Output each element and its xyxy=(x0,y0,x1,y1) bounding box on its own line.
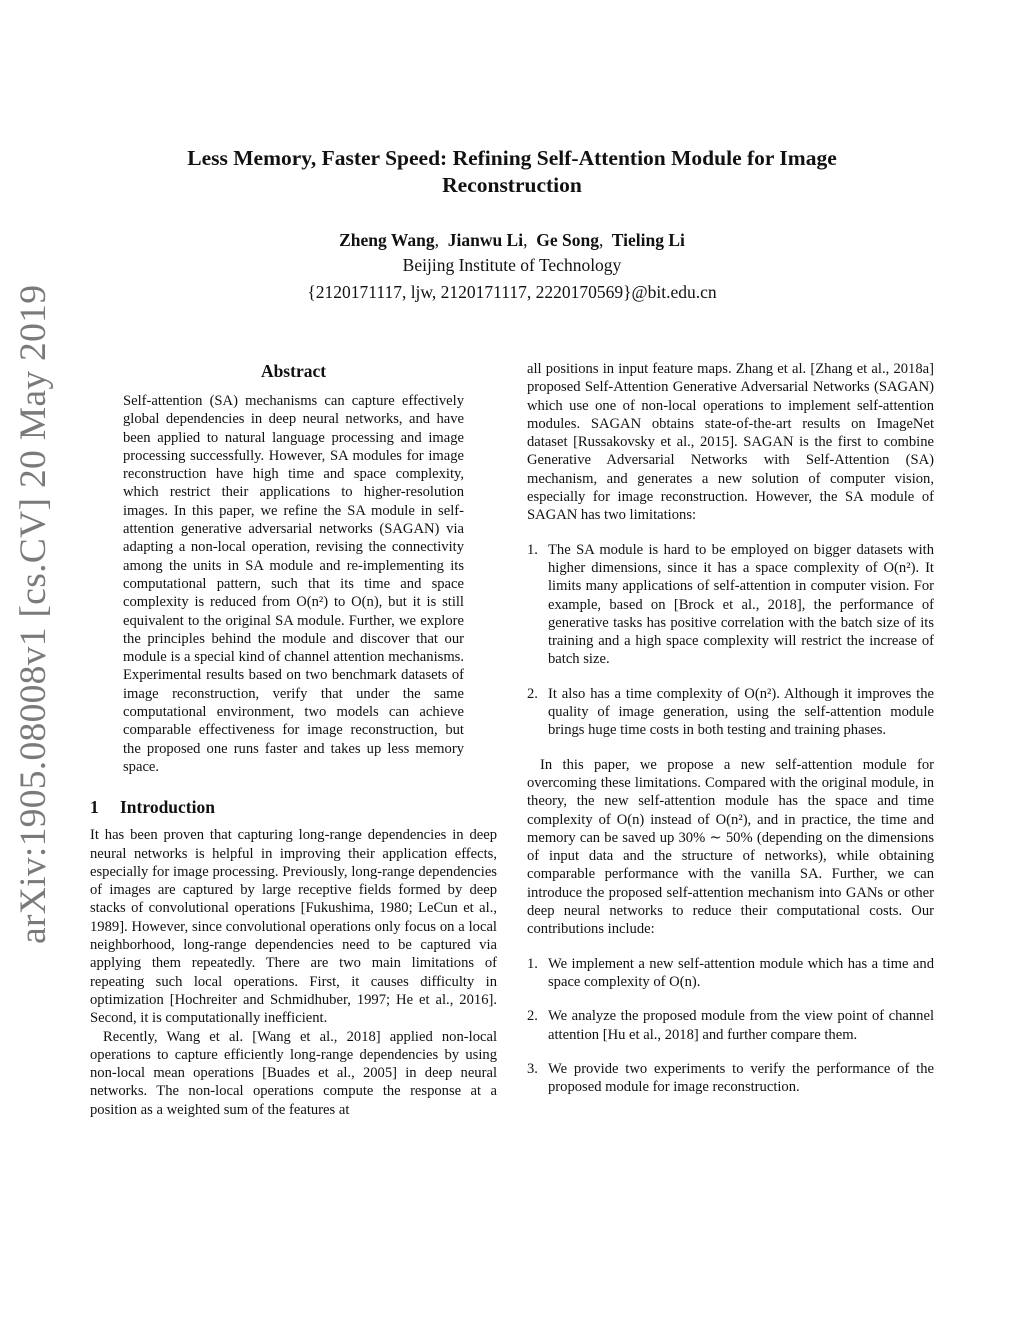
list-marker: 1. xyxy=(527,955,538,972)
author-name: Ge Song xyxy=(536,230,599,250)
paper-title: Less Memory, Faster Speed: Refining Self-Attention Module for Image Reconstruction xyxy=(187,146,837,197)
list-item-text: We provide two experiments to verify the performance of the proposed module for image reconstruction. xyxy=(548,1060,934,1096)
list-item-text: It also has a time complexity of O(n²). Although it improves the quality of image generation, using the self-attention module brings huge time costs in both testing and training phases. xyxy=(548,685,934,739)
arxiv-stamp: arXiv:1905.08008v1 [cs.CV] 20 May 2019 xyxy=(13,284,54,944)
limitations-list xyxy=(527,541,934,740)
list-marker: 3. xyxy=(527,1060,538,1077)
author-list xyxy=(130,229,894,251)
list-item xyxy=(527,1060,934,1097)
author-name: Tieling Li xyxy=(611,230,685,250)
author-separator: , xyxy=(523,230,528,250)
contributions-list xyxy=(527,955,934,1097)
abstract-heading: Abstract xyxy=(260,361,327,381)
section-number: 1 xyxy=(90,797,99,818)
intro-paragraph-2: Recently, Wang et al. [Wang et al., 2018] applied non-local operations to capture efficiently long-range dependencies by using non-local mean operations [Buades et al., 2005] in deep neural networks. The non-local operations compute the response at a position as a weighted sum of the features at xyxy=(90,1028,497,1118)
intro-paragraph-3: all positions in input feature maps. Zhang et al. [Zhang et al., 2018a] proposed Self-Attention Generative Adversarial Networks (SAGAN) which use one of non-local operations to implement self-attention modules. SAGAN obtains state-of-the-art results on ImageNet dataset [Russakovsky et al., 2015]. SAGAN is the first to combine Generative Adversarial Networks with Self-Attention (SA) mechanism, and generates a new solution of computer vision, especially for image reconstruction. However, the SA module of SAGAN has two limitations: xyxy=(527,361,934,524)
abstract-text: Self-attention (SA) mechanisms can capture effectively global dependencies in deep neural networks, and have been applied to natural language processing and image processing successfully. However, SA modules for image reconstruction have high time and space complexity, which restrict their applications to higher-resolution images. In this paper, we refine the SA module in self-attention generative adversarial networks (SAGAN) via adapting a non-local operation, revising the connectivity among the units in SA module and re-implementing its computational pattern, such that its time and space complexity is reduced from O(n²) to O(n), but it is still equivalent to the original SA module. Further, we explore the principles behind the module and discover that our module is a special kind of channel attention mechanisms. Experimental results based on two benchmark datasets of image reconstruction, verify that under the same computational environment, two models can achieve comparable effectiveness for image reconstruction, but the proposed one runs faster and takes up less memory space. xyxy=(123,393,464,775)
list-item-text: We analyze the proposed module from the view point of channel attention [Hu et al., 2018] and further compare them. xyxy=(548,1008,934,1043)
list-marker: 2. xyxy=(527,685,538,702)
author-name: Zheng Wang xyxy=(339,230,435,250)
list-item xyxy=(527,541,934,669)
affiliation: Beijing Institute of Technology xyxy=(402,255,622,275)
author-separator: , xyxy=(434,230,439,250)
author-emails: {2120171117, ljw, 2120171117, 2220170569}@bit.edu.cn xyxy=(307,282,717,302)
list-item-text: The SA module is hard to be employed on bigger datasets with higher dimensions, since it has a space complexity of O(n²). It limits many applications of self-attention in computer vision. For example, based on [Brock et al., 2018], the performance of generative tasks has positive correlation with the batch size of its training and a high space complexity will restrict the increase of batch size. xyxy=(548,541,934,668)
list-item-text: We implement a new self-attention module which has a time and space complexity of O(n). xyxy=(548,955,934,990)
list-marker: 1. xyxy=(527,541,538,558)
left-column xyxy=(90,360,497,1119)
list-item xyxy=(527,1007,934,1044)
section-heading-introduction xyxy=(90,796,497,818)
author-separator: , xyxy=(598,230,604,250)
intro-paragraph-4: In this paper, we propose a new self-attention module for overcoming these limitations. Compared with the original module, in theory, the new self-attention module has the space and time complexity of O(n) instead of O(n²), and in practice, the time and memory can be saved up 30% ∼ 50% (depending on the dimensions of input data and the structure of networks), while obtaining comparable performance with the vanilla SA. Further, we can introduce the proposed self-attention mechanism into GANs or other deep neural networks to reduce their computational costs. Our contributions include: xyxy=(527,756,934,938)
right-column xyxy=(527,360,934,1112)
list-marker: 2. xyxy=(527,1008,538,1025)
list-item xyxy=(527,685,934,740)
list-item xyxy=(527,955,934,992)
section-title: Introduction xyxy=(120,797,215,818)
intro-paragraph-1: It has been proven that capturing long-range dependencies in deep neural networks is helpful in improving their application effects, especially for image processing. Previously, long-range dependencies of images are captured by large receptive fields formed by deep stacks of convolutional operations [Fukushima, 1980; LeCun et al., 1989]. However, since convolutional operations only focus on a local neighborhood, long-range dependencies need to be captured via applying them repeatedly. There are two main limitations of repeating such local operations. First, it causes difficulty in optimization [Hochreiter and Schmidhuber, 1997; He et al., 2016]. Second, it is computationally inefficient. xyxy=(90,827,497,1027)
author-name: Jianwu Li xyxy=(447,230,524,250)
